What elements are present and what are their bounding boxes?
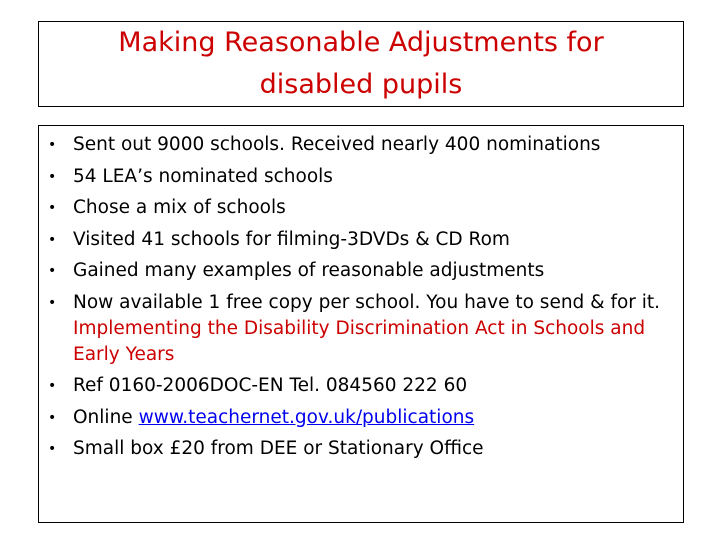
bullet-text: Visited 41 schools for filming-3DVDs & CD Rom	[73, 228, 510, 250]
bullet-dot-icon: •	[48, 200, 57, 216]
bullet-item	[39, 405, 679, 431]
bullet-text: 54 LEA’s nominated schools	[73, 165, 333, 187]
bullet-dot-icon: •	[48, 441, 57, 457]
content-box	[38, 125, 684, 523]
bullet-text: Now available 1 free copy per school. You have to send & for it.	[73, 291, 661, 313]
bullet-item	[39, 132, 679, 158]
bullet-dot-icon: •	[48, 231, 57, 248]
title-box	[38, 21, 684, 107]
bullet-text: Ref 0160-2006DOC-EN Tel. 084560 222 60	[73, 375, 468, 396]
bullet-dot-icon: •	[48, 409, 57, 426]
publications-link[interactable]: www.teachernet.gov.uk/publications	[138, 406, 475, 428]
bullet-text: Chose a mix of schools	[73, 197, 286, 218]
bullet-item	[39, 227, 679, 253]
bullet-text: Small box £20 from DEE or Stationary Office	[73, 438, 484, 459]
bullet-item	[39, 290, 679, 368]
bullet-dot-icon: •	[48, 294, 57, 311]
publication-title: Implementing the Disability Discrimination Act in Schools and Early Years	[73, 317, 646, 365]
bullet-item	[39, 436, 679, 462]
bullet-item	[39, 373, 679, 399]
bullet-text: Online	[73, 406, 133, 428]
bullet-item	[39, 164, 679, 190]
bullet-item	[39, 258, 679, 284]
bullet-dot-icon: •	[48, 378, 57, 394]
bullet-text: Gained many examples of reasonable adjustments	[73, 260, 545, 281]
bullet-dot-icon: •	[48, 263, 57, 279]
bullet-list	[39, 132, 679, 468]
bullet-dot-icon: •	[48, 137, 57, 153]
slide-title: Making Reasonable Adjustments for disabled pupils	[118, 27, 604, 100]
bullet-dot-icon: •	[48, 168, 57, 185]
bullet-text: Sent out 9000 schools. Received nearly 400 nominations	[73, 134, 601, 155]
bullet-item	[39, 195, 679, 221]
